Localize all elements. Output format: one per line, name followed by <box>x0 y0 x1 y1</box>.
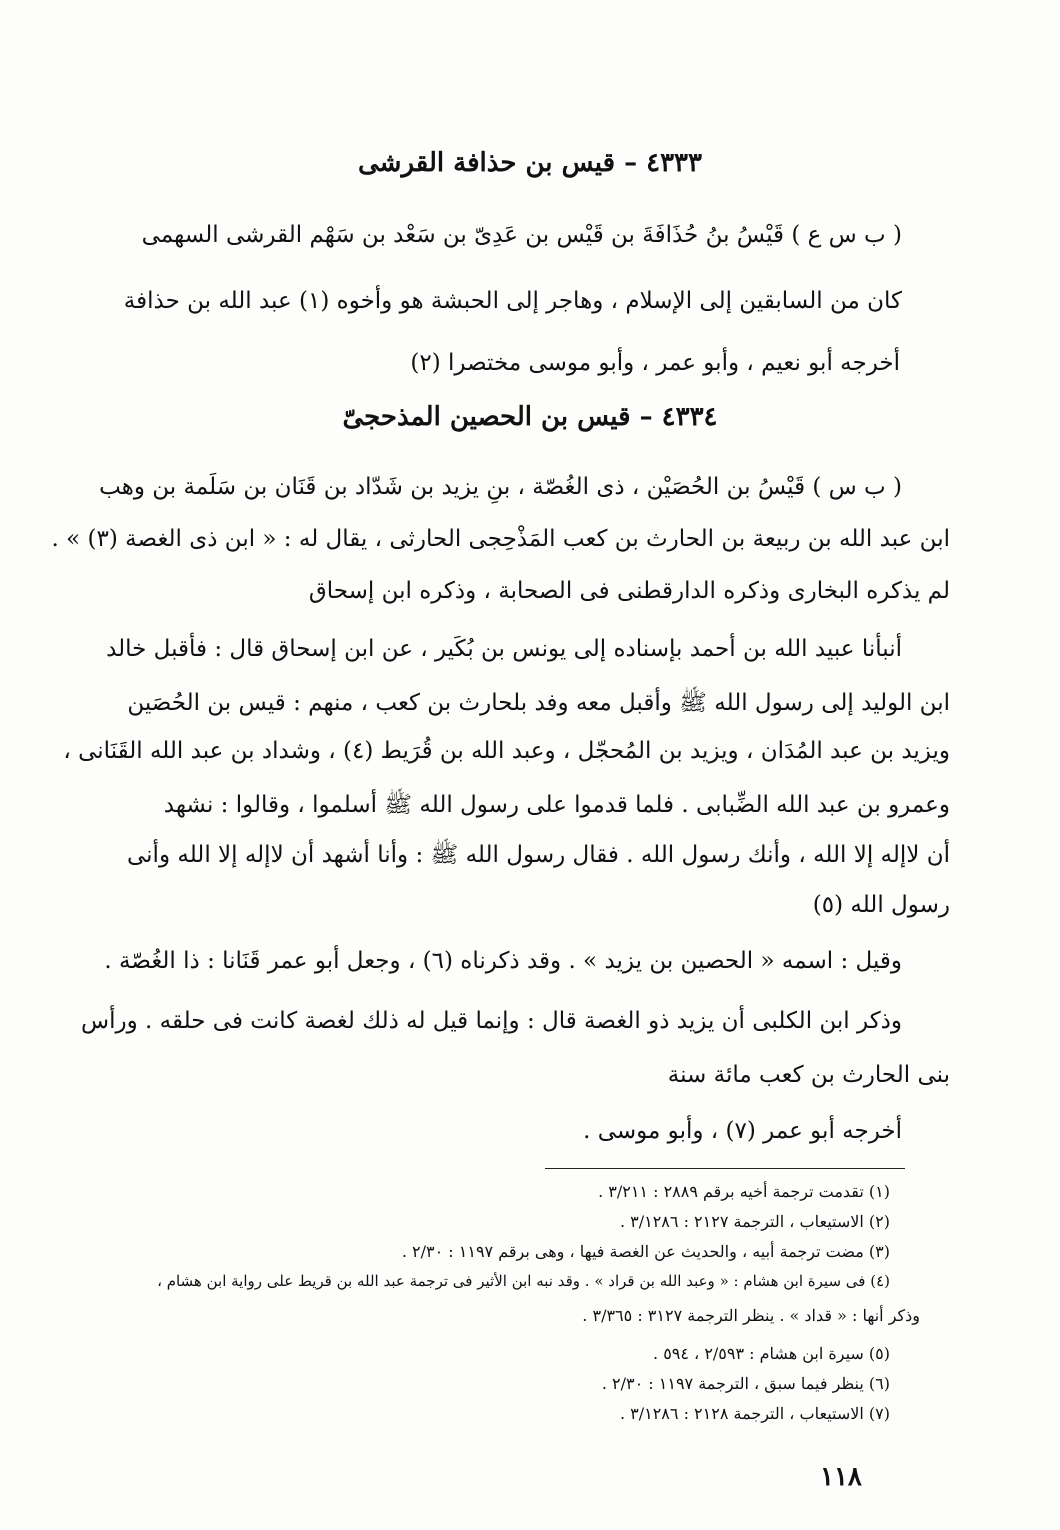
entry-heading-4334: ٤٣٣٤ – قيس بن الحصين المذحجىّ <box>342 402 718 432</box>
text-line: وقيل : اسمه « الحصين بن يزيد » . وقد ذكرناه (٦) ، وجعل أبو عمر قَنَانا : ذا الغُصّة . <box>104 948 902 974</box>
text-line: بنى الحارث بن كعب مائة سنة <box>667 1062 950 1088</box>
footnote-divider <box>545 1168 905 1169</box>
footnote: (٦) ينظر فيما سبق ، الترجمة ١١٩٧ : ٢/٣٠ . <box>601 1374 890 1393</box>
text-line: أخرجه أبو نعيم ، وأبو عمر ، وأبو موسى مختصرا (٢) <box>410 350 900 376</box>
footnote: (٣) مضت ترجمة أبيه ، والحديث عن الغصة فيها ، وهى برقم ١١٩٧ : ٢/٣٠ . <box>401 1242 890 1261</box>
footnote: (١) تقدمت ترجمة أخيه برقم ٢٨٨٩ : ٣/٢١١ . <box>598 1182 890 1201</box>
footnote: (٧) الاستيعاب ، الترجمة ٢١٢٨ : ٣/١٢٨٦ . <box>619 1404 890 1423</box>
text-line: ( ب س ) قَيْسُ بن الحُصَيْن ، ذى الغُصّة ، بنِ يزيد بن شَدّاد بن قَنَان بن سَلَمة بن وهب <box>99 474 902 500</box>
footnote: (٤) فى سيرة ابن هشام : « وعبد الله بن قراد » . وقد نبه ابن الأثير فى ترجمة عبد الله بن قريط على رواية ابن هشام ، <box>157 1272 890 1290</box>
text-line: وعمرو بن عبد الله الضِّبابى . فلما قدموا على رسول الله ﷺ أسلموا ، وقالوا : نشهد <box>163 792 950 818</box>
text-line: أنبأنا عبيد الله بن أحمد بإسناده إلى يونس بن بُكَير ، عن ابن إسحاق قال : فأقبل خالد <box>106 636 902 662</box>
text-line: ويزيد بن عبد المُدَان ، ويزيد بن المُحجّل ، وعبد الله بن قُرَيط (٤) ، وشداد بن عبد الله القَنَانى ، <box>63 738 950 764</box>
text-line: كان من السابقين إلى الإسلام ، وهاجر إلى الحبشة هو وأخوه (١) عبد الله بن حذافة <box>123 288 902 314</box>
text-line: لم يذكره البخارى وذكره الدارقطنى فى الصحابة ، وذكره ابن إسحاق <box>308 578 950 604</box>
entry-heading-4333: ٤٣٣٣ – قيس بن حذافة القرشى <box>358 148 702 178</box>
footnote: (٥) سيرة ابن هشام : ٢/٥٩٣ ، ٥٩٤ . <box>653 1344 890 1363</box>
text-line: وذكر ابن الكلبى أن يزيد ذو الغصة قال : وإنما قيل له ذلك لغصة كانت فى حلقه . ورأس <box>81 1008 902 1034</box>
text-line: ابن الوليد إلى رسول الله ﷺ وأقبل معه وفد بلحارث بن كعب ، منهم : قيس بن الحُصَين <box>127 690 950 716</box>
text-line: ابن عبد الله بن ربيعة بن الحارث بن كعب المَذْحِجى الحارثى ، يقال له : « ابن ذى الغصة (٣) » . <box>51 526 950 552</box>
footnote: وذكر أنها : « قداد » . ينظر الترجمة ٣١٢٧ : ٣/٣٦٥ . <box>582 1306 920 1325</box>
text-line: أخرجه أبو عمر (٧) ، وأبو موسى . <box>583 1118 902 1144</box>
text-line: أن لاإله إلا الله ، وأنك رسول الله . فقال رسول الله ﷺ : وأنا أشهد أن لاإله إلا الله وأنى <box>126 842 950 868</box>
page-number: ١١٨ <box>820 1462 862 1492</box>
footnote: (٢) الاستيعاب ، الترجمة ٢١٢٧ : ٣/١٢٨٦ . <box>619 1212 890 1231</box>
text-line: رسول الله (٥) <box>812 892 950 918</box>
text-line: ( ب س ع ) قَيْسُ بنُ حُذَافَةَ بن قَيْس بن عَدِىّ بن سَعْد بن سَهْم القرشى السهمى <box>141 222 902 248</box>
